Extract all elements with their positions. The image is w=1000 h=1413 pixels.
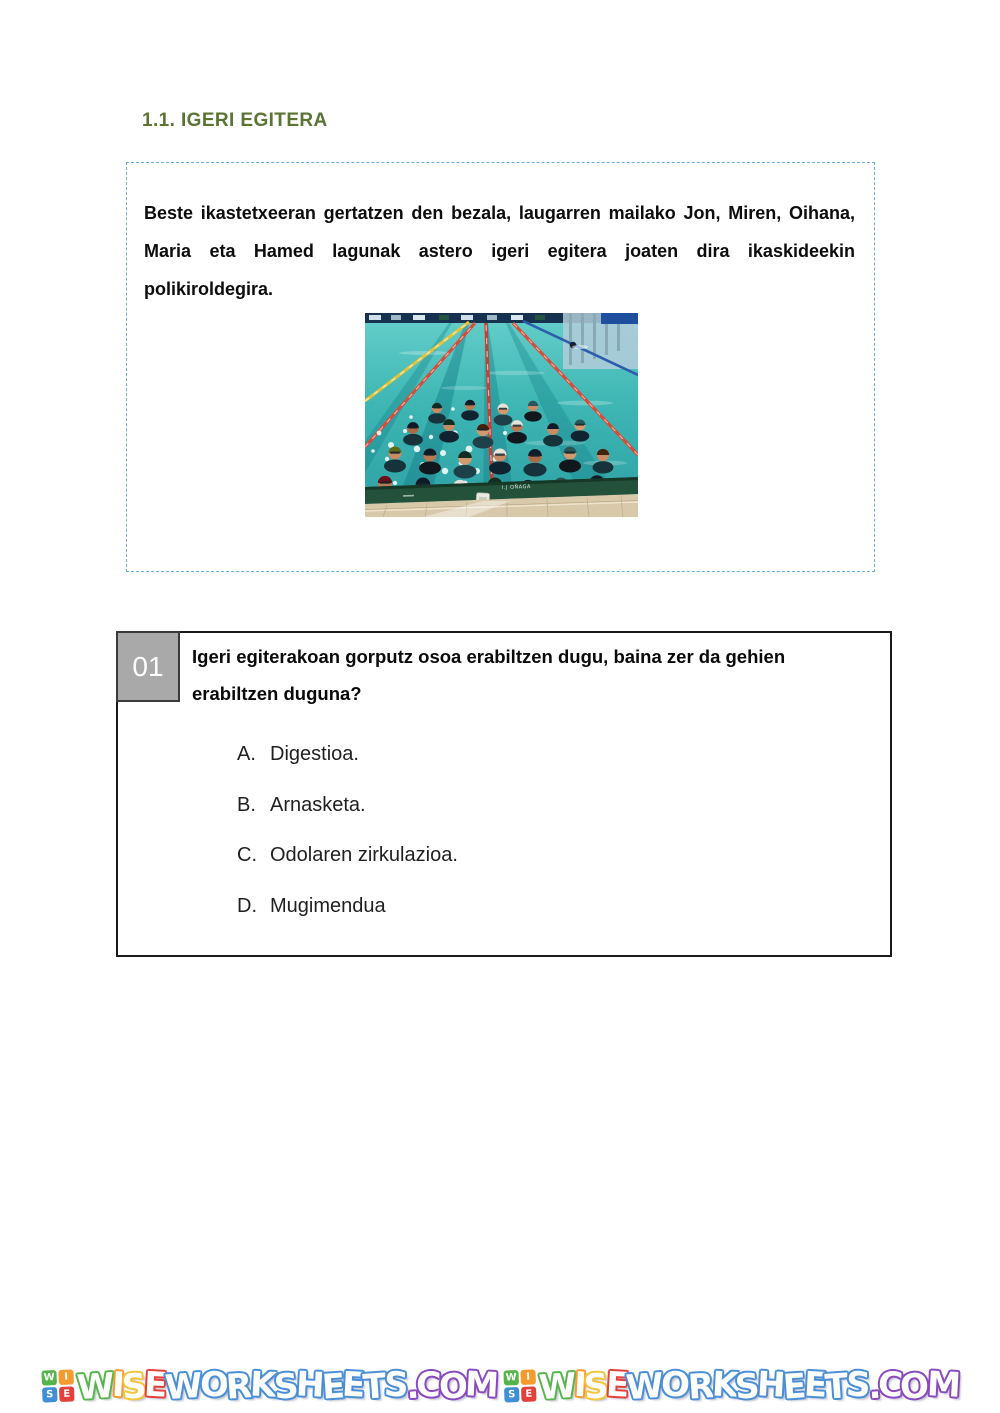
options-list [237,743,458,945]
brand-letter: T [361,1366,386,1408]
pool-edge-text: I.J OÑAGA [501,483,531,491]
brand-letter: O [899,1366,929,1408]
brand-group [504,1364,960,1409]
brand-letter: E [341,1364,365,1406]
question-number-badge [116,631,180,702]
brand-letter: S [382,1364,407,1406]
brand-word [75,1364,498,1409]
logo-cell: I [58,1369,74,1385]
option-d[interactable] [237,895,458,946]
option-a-letter: A. [237,743,256,765]
brand-letter: W [537,1365,575,1409]
option-d-text: Mugimendua [270,894,386,917]
logo-cell: I [520,1369,536,1385]
brand-letter: M [925,1364,960,1406]
brand-letter: K [710,1364,737,1406]
brand-group [42,1364,498,1409]
option-c[interactable] [237,844,458,895]
logo-cell: E [521,1386,537,1402]
logo-cell: W [503,1370,519,1386]
brand-letter: M [464,1364,498,1406]
brand-letter: H [294,1364,323,1406]
footer-branding [0,1360,1000,1412]
wise-logo [503,1369,536,1402]
question-number: 01 [132,650,164,682]
intro-panel [126,162,875,572]
brand-letter: O [437,1366,467,1408]
logo-cell: S [504,1387,520,1403]
brand-letter: S [120,1366,146,1408]
brand-letter: R [686,1366,713,1408]
brand-letter: R [224,1366,252,1408]
brand-letter: E [604,1364,628,1406]
brand-letter: C [876,1364,902,1406]
brand-letter: W [163,1365,202,1409]
brand-letter: O [198,1364,228,1406]
wise-logo [41,1369,74,1402]
intro-paragraph: Beste ikastetxeeran gertatzen den bezala, laugarren mailako Jon, Miren, Oihana, Maria eta Hamed lagunak astero igeri egitera joaten dira ikaskideekin polikiroldegira. [144,203,855,299]
brand-letter: E [782,1366,806,1408]
option-a-text: Digestioa. [270,743,359,765]
option-d-letter: D. [237,894,257,917]
pool-photo-graphic [365,313,638,517]
brand-letter: . [866,1366,880,1408]
page-title: 1.1. IGERI EGITERA [142,110,328,131]
brand-letter: . [404,1366,418,1408]
brand-letter: E [803,1364,826,1406]
brand-letter: T [823,1366,847,1408]
option-b-letter: B. [237,793,256,816]
brand-letter: C [415,1364,440,1406]
logo-cell: E [59,1386,75,1402]
logo-cell: W [41,1370,57,1386]
brand-letter: I [572,1364,585,1406]
option-b[interactable] [237,794,458,845]
question-text: Igeri egiterakoan gorputz osoa erabiltzen dugu, baina zer da gehien erabiltzen duguna? [192,646,786,704]
brand-letter: S [272,1366,298,1408]
brand-letter: H [756,1364,785,1406]
brand-letter: E [320,1366,344,1408]
brand-letter: I [110,1364,124,1406]
pool-photo [365,313,638,517]
brand-letter: O [660,1364,689,1406]
logo-cell: S [42,1387,58,1403]
option-c-text: Odolaren zirkulazioa. [270,844,458,866]
brand-letter: S [734,1366,759,1408]
option-b-text: Arnasketa. [270,793,366,816]
brand-letter: E [143,1364,166,1406]
option-a[interactable] [237,743,458,794]
brand-letter: K [248,1364,275,1406]
question-box [116,631,892,957]
brand-letter: S [582,1366,608,1408]
brand-letter: W [625,1365,663,1409]
brand-word [537,1364,960,1409]
brand-letter: S [844,1364,869,1406]
option-c-letter: C. [237,844,257,866]
brand-letter: W [75,1365,114,1409]
